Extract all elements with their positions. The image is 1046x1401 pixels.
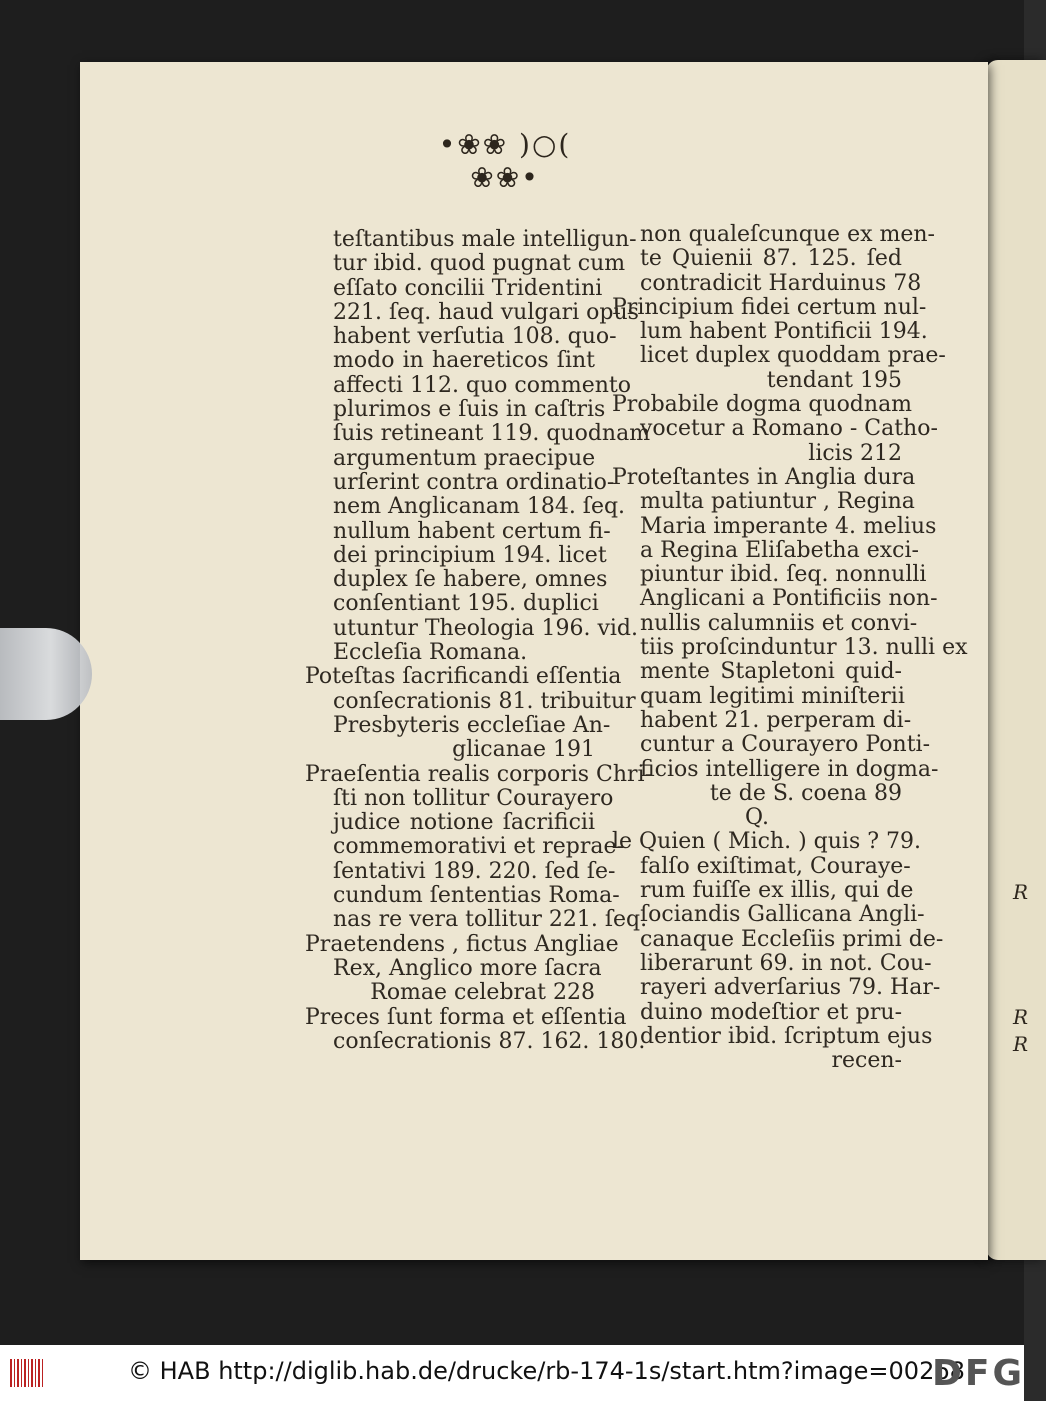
text-line: 221. ſeq. haud vulgari opus <box>333 299 639 325</box>
text-line: dei principium 194. licet <box>333 542 607 568</box>
text-line: argumentum praecipue <box>333 445 596 471</box>
text-line: te de S. coena 89 <box>709 780 902 806</box>
text-line: Anglicani a Pontificiis non- <box>640 586 938 612</box>
text-line: Proteſtantes in Anglia dura <box>612 464 916 490</box>
text-line: a Regina Eliſabetha exci- <box>640 537 919 563</box>
text-line: canaque Eccleſiis primi de- <box>640 926 944 952</box>
viewer-footer <box>0 1345 1024 1401</box>
text-line: conſecrationis 87. 162. 180. <box>333 1028 646 1054</box>
text-line: Praetendens , fictus Angliae <box>305 931 619 957</box>
text-line: ficios intelligere in dogma- <box>640 756 939 782</box>
text-line: falſo exiſtimat, Couraye- <box>640 853 911 879</box>
text-line: ſti non tollitur Courayero <box>333 785 614 811</box>
text-line: ſuis retineant 119. quodnam <box>333 421 651 447</box>
text-line: licis 212 <box>808 440 902 466</box>
barcode-icon <box>10 1359 44 1387</box>
text-line: rayeri adverſarius 79. Har- <box>640 975 941 1001</box>
left-column <box>305 227 653 1054</box>
text-line: urſerint contra ordinatio- <box>333 469 615 495</box>
text-line: Preces ſunt forma et eſſentia <box>305 1004 627 1030</box>
text-line: Q. <box>745 805 769 831</box>
text-line: nullis calumniis et convi- <box>640 610 918 636</box>
page-clamp <box>0 628 92 720</box>
text-line: contradicit Harduinus 78 <box>640 270 922 296</box>
text-line: non qualeſcunque ex men- <box>640 222 935 247</box>
text-line: duino modeſtior et pru- <box>640 999 902 1025</box>
text-line: lum habent Pontificii 194. <box>640 319 928 345</box>
text-line: ſociandis Gallicana Angli- <box>640 902 925 928</box>
text-line: eſſato concilii Tridentini <box>333 275 603 301</box>
text-line: Praeſentia realis corporis Chri- <box>305 761 653 787</box>
text-line: nullum habent certum fi- <box>333 518 611 544</box>
text-line: mente Stapletoni quid- <box>640 659 902 685</box>
text-line: plurimos e ſuis in caſtris <box>333 397 606 423</box>
text-line: piuntur ibid. ſeq. nonnulli <box>640 562 927 588</box>
text-line: tiis proſcinduntur 13. nulli ex <box>640 635 968 661</box>
text-line: nem Anglicanam 184. ſeq. <box>333 494 626 520</box>
dfg-logo: DFG <box>932 1353 1026 1394</box>
text-line: commemorativi et reprae- <box>333 834 624 860</box>
text-line: utuntur Theologia 196. vid. <box>333 615 639 641</box>
text-line: duplex ſe habere, omnes <box>333 567 608 593</box>
facing-page-letter: R <box>1013 880 1029 904</box>
text-line: multa patiuntur , Regina <box>640 489 915 515</box>
text-line: Poteſtas ſacrificandi eſſentia <box>305 664 622 690</box>
text-line: quam legitimi miniſterii <box>640 683 905 709</box>
text-line: Rex, Anglico more ſacra <box>333 955 602 981</box>
facing-page-edge <box>986 60 1046 1260</box>
text-line: nas re vera tollitur 221. ſeq. <box>333 907 648 933</box>
text-line: rum fuiſſe ex illis, qui de <box>640 878 914 904</box>
facing-page-letter: R <box>1013 1005 1029 1029</box>
text-line: glicanae 191 <box>452 737 595 763</box>
text-line: cundum ſententias Roma- <box>333 883 620 909</box>
text-line: te Quienii 87. 125. ſed <box>640 246 902 272</box>
facing-page-letter: R <box>1013 1032 1029 1056</box>
text-line: conſentiant 195. duplici <box>333 591 599 617</box>
right-column <box>612 222 968 1074</box>
text-line: conſecrationis 81. tribuitur <box>333 688 636 714</box>
text-line: Maria imperante 4. melius <box>640 513 937 539</box>
text-line: recen- <box>831 1048 902 1074</box>
text-line: Romae celebrat 228 <box>370 980 595 1006</box>
source-link[interactable]: © HAB http://diglib.hab.de/drucke/rb-174-1s/start.htm?image=00268 <box>128 1357 965 1385</box>
text-line: vocetur a Romano - Catho- <box>640 416 938 442</box>
text-line: habent verſutia 108. quo- <box>333 324 617 350</box>
text-line: modo in haereticos ſint <box>333 348 595 374</box>
text-line: judice notione ſacrificii <box>333 810 595 836</box>
text-line: tendant 195 <box>766 367 902 393</box>
text-line: dentior ibid. ſcriptum ejus <box>640 1023 933 1049</box>
text-line: tur ibid. quod pugnat cum <box>333 251 626 277</box>
text-line: cuntur a Courayero Ponti- <box>640 732 931 758</box>
text-line: affecti 112. quo commento <box>333 372 631 398</box>
page-header-ornament: •❀❀ )○( ❀❀• <box>438 128 572 194</box>
text-line: ſentativi 189. 220. ſed ſe- <box>333 858 616 884</box>
text-line: Eccleſia Romana. <box>333 640 528 666</box>
text-line: habent 21. perperam di- <box>640 707 912 733</box>
text-line: Presbyteris eccleſiae An- <box>333 712 611 738</box>
text-line: teſtantibus male intelligun- <box>333 227 637 252</box>
text-line: le Quien ( Mich. ) quis ? 79. <box>612 829 922 855</box>
text-line: liberarunt 69. in not. Cou- <box>640 950 932 976</box>
text-line: Principium fidei certum nul- <box>612 294 927 320</box>
text-line: licet duplex quoddam prae- <box>640 343 946 369</box>
text-line: Probabile dogma quodnam <box>612 392 913 418</box>
